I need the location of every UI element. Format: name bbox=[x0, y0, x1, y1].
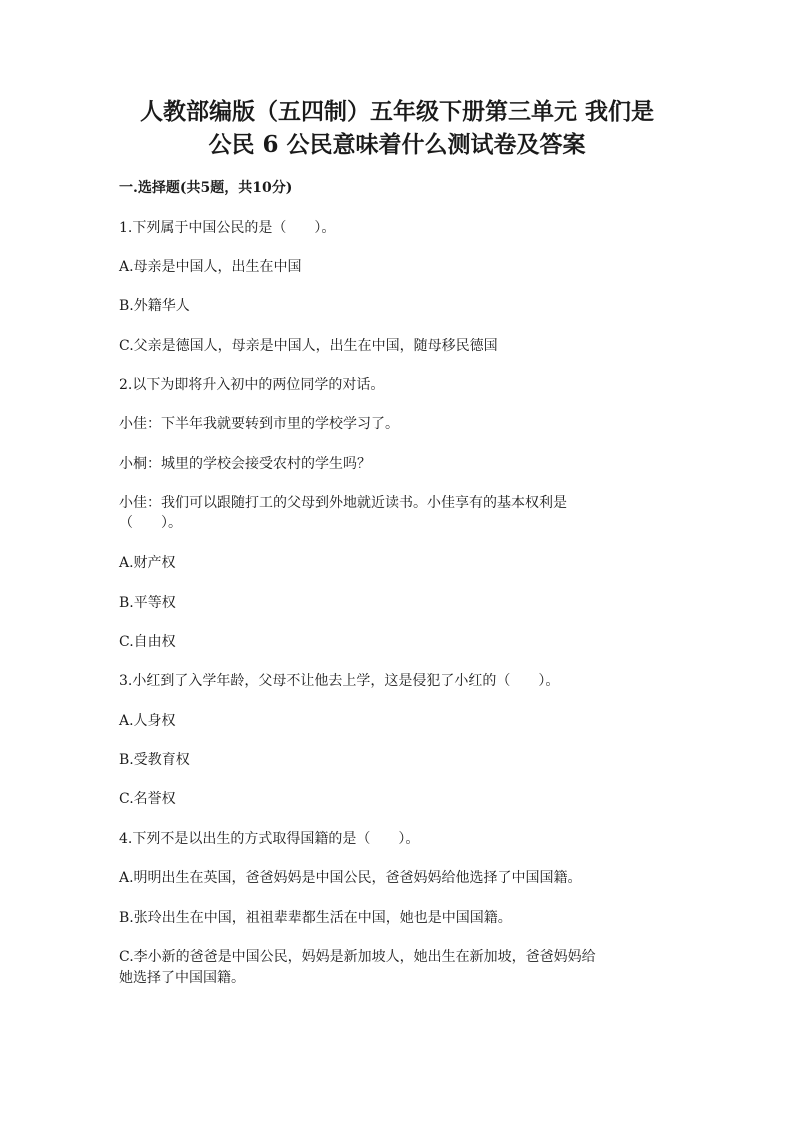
question-4-option-b: B.张玲出生在中国，祖祖辈辈都生活在中国，她也是中国国籍。 bbox=[119, 910, 512, 926]
question-2-option-c: C.自由权 bbox=[119, 634, 176, 650]
question-2-stem: 2.以下为即将升入初中的两位同学的对话。 bbox=[119, 377, 385, 393]
question-2-dialogue-2: 小桐：城里的学校会接受农村的学生吗？ bbox=[119, 456, 371, 472]
question-2-dialogue-3: 小佳：我们可以跟随打工的父母到外地就近读书。小佳享有的基本权利是 bbox=[119, 495, 567, 511]
question-4-option-c-continued: 她选择了中国国籍。 bbox=[119, 970, 245, 986]
question-4-stem: 4.下列不是以出生的方式取得国籍的是（ ）。 bbox=[119, 831, 420, 847]
document-title-line-1: 人教部编版（五四制）五年级下册第三单元 我们是 bbox=[139, 98, 654, 125]
question-3-option-c: C.名誉权 bbox=[119, 791, 176, 807]
question-2-option-a: A.财产权 bbox=[119, 555, 176, 571]
question-3-stem: 3.小红到了入学年龄，父母不让他去上学，这是侵犯了小红的（ ）。 bbox=[119, 673, 560, 689]
question-2-dialogue-1: 小佳：下半年我就要转到市里的学校学习了。 bbox=[119, 416, 399, 432]
question-4-option-a: A.明明出生在英国，爸爸妈妈是中国公民，爸爸妈妈给他选择了中国国籍。 bbox=[119, 870, 582, 886]
question-2-option-b: B.平等权 bbox=[119, 595, 176, 611]
question-3-option-a: A.人身权 bbox=[119, 713, 176, 729]
section-heading: 一.选择题(共5题，共10分) bbox=[119, 180, 293, 196]
question-1-option-c: C.父亲是德国人，母亲是中国人，出生在中国，随母移民德国 bbox=[119, 338, 498, 354]
question-1-option-a: A.母亲是中国人，出生在中国 bbox=[119, 259, 302, 275]
question-1-stem: 1.下列属于中国公民的是（ ）。 bbox=[119, 220, 336, 236]
question-4-option-c: C.李小新的爸爸是中国公民，妈妈是新加坡人，她出生在新加坡，爸爸妈妈给 bbox=[119, 949, 596, 965]
question-2-dialogue-4: （ ）。 bbox=[119, 515, 182, 531]
question-3-option-b: B.受教育权 bbox=[119, 752, 190, 768]
document-title-line-2: 公民 6 公民意味着什么测试卷及答案 bbox=[208, 131, 586, 158]
question-1-option-b: B.外籍华人 bbox=[119, 298, 190, 314]
